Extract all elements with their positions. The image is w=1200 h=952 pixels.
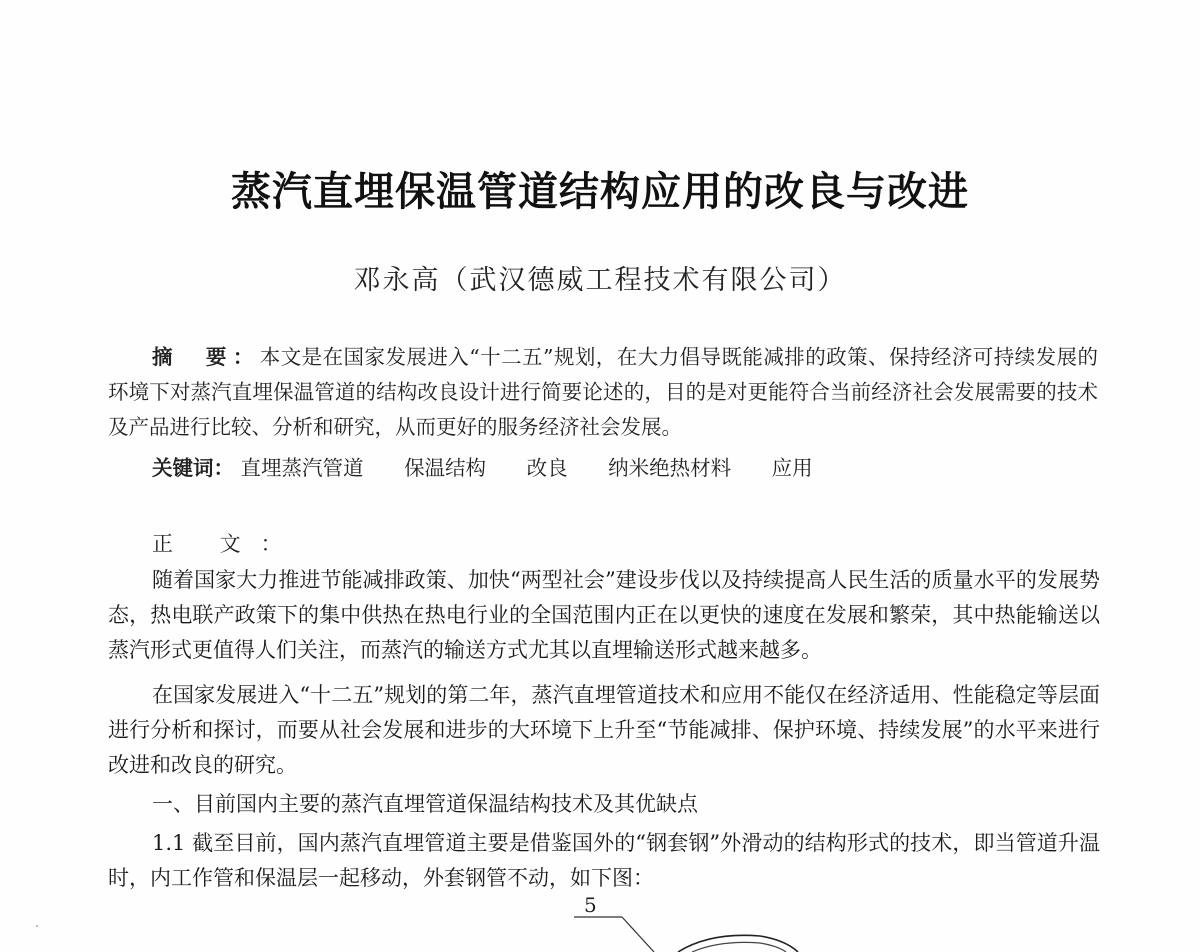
keyword-item: 应用 (771, 456, 813, 480)
body-paragraph: 在国家发展进入“十二五”规划的第二年，蒸汽直埋管道技术和应用不能仅在经济适用、性能稳定等层面进行分析和探讨，而要从社会发展和进步的大环境下上升至“节能减排、保护环境、持续发展”的水平来进行改进和改良的研究。 (108, 683, 1100, 777)
keyword-item: 改良 (526, 456, 568, 480)
section-heading: 一、目前国内主要的蒸汽直埋管道保温结构技术及其优缺点 (152, 792, 698, 816)
keywords-label: 关键词： (152, 456, 234, 480)
inner-pipe-arc (692, 942, 786, 952)
callout-pointer-line (622, 917, 654, 952)
body-paragraph: 随着国家大力推进节能减排政策、加快“两型社会”建设步伐以及持续提高人民生活的质量水平的发展势态，热电联产政策下的集中供热在热电行业的全国范围内正在以更快的速度在发展和繁荣，其中热能输送以蒸汽形式更值得人们关注，而蒸汽的输送方式尤其以直埋输送形式越来越多。 (108, 568, 1100, 662)
keyword-item: 直埋蒸汽管道 (240, 456, 364, 480)
abstract (108, 340, 1098, 445)
author-affiliation: 邓永高（武汉德威工程技术有限公司） (353, 265, 847, 296)
body-label: 正 文： (152, 532, 302, 556)
figure-callout-label: 5 (584, 893, 597, 917)
body-paragraph: 1.1 截至目前，国内蒸汽直埋管道主要是借鉴国外的“钢套钢”外滑动的结构形式的技术，即当管道升温时，内工作管和保温层一起移动，外套钢管不动，如下图： (108, 831, 1100, 890)
keywords (152, 453, 1092, 483)
document-title: 蒸汽直埋保温管道结构应用的改良与改进 (231, 168, 969, 215)
abstract-text: 本文是在国家发展进入“十二五”规划，在大力倡导既能减排的政策、保持经济可持续发展的环境下对蒸汽直埋保温管道的结构改良设计进行简要论述的，目的是对更能符合当前经济社会发展需要的技术及产品进行比较、分析和研究，从而更好的服务经济社会发展。 (108, 345, 1098, 439)
scan-speck (36, 925, 38, 927)
abstract-label: 摘 要： (152, 345, 260, 369)
keyword-item: 纳米绝热材料 (608, 456, 732, 480)
keyword-item: 保温结构 (404, 456, 487, 480)
pipe-diagram-figure (560, 890, 840, 952)
outer-pipe-arc (678, 935, 798, 952)
